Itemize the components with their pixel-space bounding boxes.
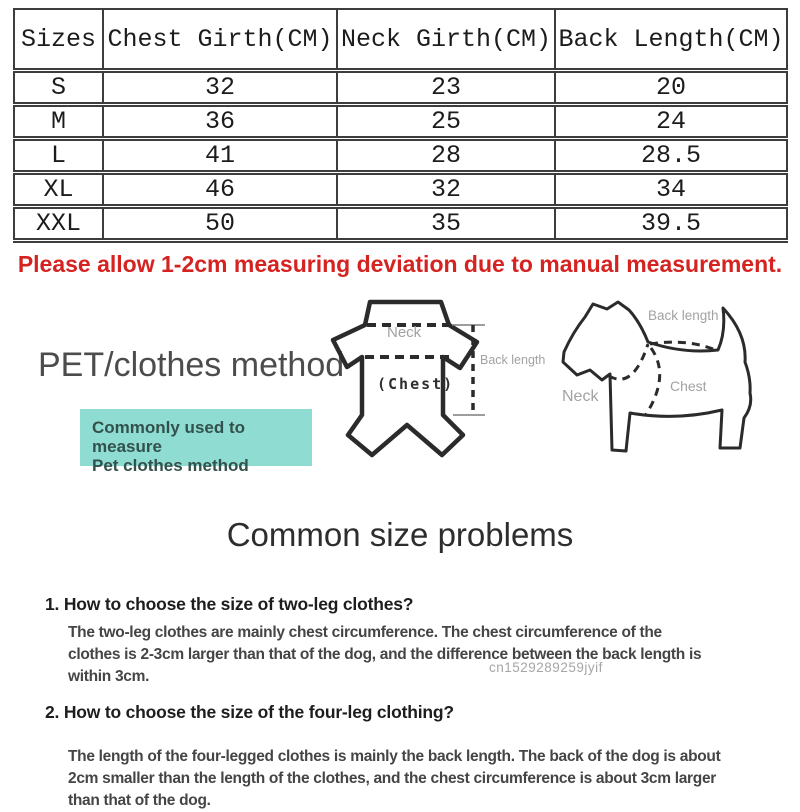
clothes-chest-label: (Chest): [377, 375, 455, 393]
neck-value: 35: [337, 207, 555, 241]
size-table-header-row: [14, 9, 787, 71]
faq-answer-line: 2cm smaller than the length of the clothes, and the chest circumference is about 3cm larger: [68, 770, 717, 787]
table-row-xxl: [14, 207, 787, 241]
dog-chest-line: [645, 348, 660, 416]
faq-answer-line: within 3cm.: [68, 668, 150, 685]
faq-answer-1: [68, 622, 701, 688]
back-value: 24: [555, 105, 787, 139]
neck-value: 23: [337, 71, 555, 105]
faq-question-1: 1. How to choose the size of two-leg clothes?: [45, 594, 414, 614]
chest-value: 50: [103, 207, 337, 241]
chest-value: 46: [103, 173, 337, 207]
faq-answer-line: The length of the four-legged clothes is mainly the back length. The back of the dog is about: [68, 748, 721, 765]
back-value: 34: [555, 173, 787, 207]
clothes-back-length-label: Back length: [480, 353, 546, 367]
dog-neck-line: [609, 344, 648, 379]
dog-neck-label: Neck: [562, 388, 599, 405]
faq-answer-2: [68, 746, 720, 812]
size-chart-table: [13, 8, 788, 243]
neck-value: 28: [337, 139, 555, 173]
table-row-l: [14, 139, 787, 173]
faq-question-2: 2. How to choose the size of the four-leg clothing?: [45, 702, 454, 722]
size-label: L: [14, 139, 103, 173]
size-label: S: [14, 71, 103, 105]
faq-answer-line: The two-leg clothes are mainly chest circumference. The chest circumference of the: [68, 624, 662, 641]
faq-answer-line: clothes is 2-3cm larger than that of the dog, and the difference between the back length is: [68, 646, 702, 663]
clothes-neck-label: Neck: [387, 324, 422, 341]
pet-clothes-diagram: [325, 292, 545, 467]
chest-value: 41: [103, 139, 337, 173]
watermark-text: cn1529289259jyif: [489, 660, 603, 675]
dog-back-length-label: Back length: [648, 308, 719, 323]
table-row-xl: [14, 173, 787, 207]
method-highlight-box: [80, 409, 312, 475]
dog-measurement-diagram: [548, 290, 763, 465]
neck-value: 25: [337, 105, 555, 139]
back-value: 28.5: [555, 139, 787, 173]
back-value: 39.5: [555, 207, 787, 241]
size-label: XL: [14, 173, 103, 207]
dog-chest-label: Chest: [670, 378, 707, 394]
faq-title: Common size problems: [226, 516, 574, 553]
chest-value: 36: [103, 105, 337, 139]
col-header-sizes: Sizes: [14, 9, 103, 71]
back-value: 20: [555, 71, 787, 105]
col-header-back-length: Back Length(CM): [555, 9, 787, 71]
col-header-neck-girth: Neck Girth(CM): [337, 9, 555, 71]
size-label: M: [14, 105, 103, 139]
neck-value: 32: [337, 173, 555, 207]
method-title: PET/clothes method: [38, 346, 345, 384]
faq-answer-line: than that of the dog.: [68, 792, 211, 809]
measurement-deviation-notice: Please allow 1-2cm measuring deviation due to manual measurement.: [17, 251, 783, 277]
highlight-line-1: Commonly used to measure: [92, 418, 246, 456]
chest-value: 32: [103, 71, 337, 105]
dog-outline: [563, 302, 751, 451]
col-header-chest-girth: Chest Girth(CM): [103, 9, 337, 71]
table-row-s: [14, 71, 787, 105]
highlight-line-2: Pet clothes method: [92, 456, 249, 475]
table-row-m: [14, 105, 787, 139]
size-label: XXL: [14, 207, 103, 241]
